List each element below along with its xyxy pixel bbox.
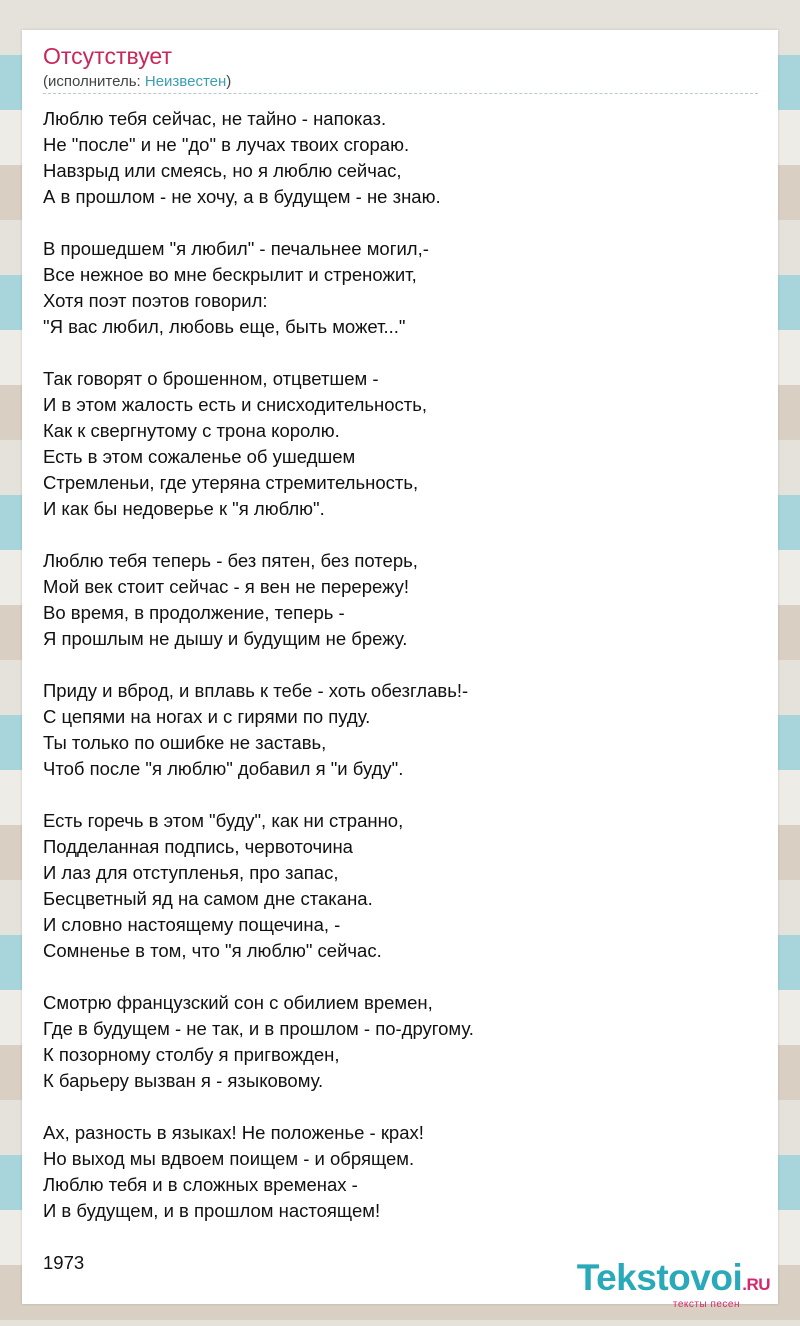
lyrics-line: К барьеру вызван я - языковому. bbox=[43, 1070, 324, 1091]
lyrics-stanza bbox=[43, 548, 474, 652]
song-title: Отсутствует bbox=[43, 43, 172, 69]
lyrics-stanza bbox=[43, 1120, 474, 1224]
lyrics-line: Хотя поэт поэтов говорил: bbox=[43, 290, 268, 311]
lyrics-stanza bbox=[43, 236, 474, 340]
lyrics-line: И в будущем, и в прошлом настоящем! bbox=[43, 1200, 381, 1221]
lyrics-line: Подделанная подпись, червоточина bbox=[43, 836, 353, 857]
lyrics-stanza bbox=[43, 678, 474, 782]
lyrics-line: Есть горечь в этом "буду", как ни странно, bbox=[43, 810, 404, 831]
lyrics-line: Люблю тебя теперь - без пятен, без потерь, bbox=[43, 550, 418, 571]
lyrics-line: С цепями на ногах и с гирями по пуду. bbox=[43, 706, 371, 727]
lyrics-line: Люблю тебя и в сложных временах - bbox=[43, 1174, 358, 1195]
lyrics-line: "Я вас любил, любовь еще, быть может..." bbox=[43, 316, 406, 337]
lyrics-stanza bbox=[43, 366, 474, 522]
lyrics-line: А в прошлом - не хочу, а в будущем - не знаю. bbox=[43, 186, 441, 207]
logo-text: Tekstovoi bbox=[576, 1257, 743, 1298]
lyrics-stanza bbox=[43, 990, 474, 1094]
lyrics-line: Навзрыд или смеясь, но я люблю сейчас, bbox=[43, 160, 402, 181]
lyrics-line: Как к свергнутому с трона королю. bbox=[43, 420, 340, 441]
lyrics-line: Во время, в продолжение, теперь - bbox=[43, 602, 345, 623]
performer-link[interactable]: Неизвестен bbox=[144, 73, 227, 90]
lyrics-line: Есть в этом сожаленье об ушедшем bbox=[43, 446, 356, 467]
lyrics-line: Все нежное во мне бескрылит и стреножит, bbox=[43, 264, 417, 285]
lyrics-line: Мой век стоит сейчас - я вен не перережу! bbox=[43, 576, 410, 597]
lyrics-line: В прошедшем "я любил" - печальнее могил,- bbox=[43, 238, 429, 259]
lyrics-line: Бесцветный яд на самом дне стакана. bbox=[43, 888, 373, 909]
lyrics-line: Смотрю французский сон с обилием времен, bbox=[43, 992, 433, 1013]
lyrics-line: И в этом жалость есть и снисходительность, bbox=[43, 394, 428, 415]
lyrics-line: И как бы недоверье к "я люблю". bbox=[43, 498, 325, 519]
lyrics-line: Чтоб после "я люблю" добавил я "и буду". bbox=[43, 758, 404, 779]
lyrics-line: Люблю тебя сейчас, не тайно - напоказ. bbox=[43, 108, 387, 129]
lyrics-line: Не "после" и не "до" в лучах твоих сгораю. bbox=[43, 134, 410, 155]
header-divider bbox=[43, 93, 758, 94]
lyrics-line: Я прошлым не дышу и будущим не брежу. bbox=[43, 628, 408, 649]
performer-suffix: ) bbox=[226, 73, 232, 90]
lyrics-line: Так говорят о брошенном, отцветшем - bbox=[43, 368, 379, 389]
lyrics-line: К позорному столбу я пригвожден, bbox=[43, 1044, 340, 1065]
lyrics-stanza bbox=[43, 808, 474, 964]
song-year: 1973 bbox=[43, 1252, 85, 1273]
lyrics-line: Стремленьи, где утеряна стремительность, bbox=[43, 472, 419, 493]
lyrics-body bbox=[43, 106, 474, 1250]
site-logo[interactable] bbox=[577, 1258, 770, 1310]
lyrics-line: Где в будущем - не так, и в прошлом - по-другому. bbox=[43, 1018, 474, 1039]
logo-tld: .RU bbox=[742, 1275, 770, 1294]
logo-tagline: тексты песен bbox=[672, 1299, 740, 1310]
lyrics-line: Сомненье в том, что "я люблю" сейчас. bbox=[43, 940, 382, 961]
lyrics-line: И лаз для отступленья, про запас, bbox=[43, 862, 339, 883]
performer-line bbox=[43, 73, 231, 91]
lyrics-stanza bbox=[43, 106, 474, 210]
performer-prefix: (исполнитель: bbox=[43, 73, 145, 90]
lyrics-line: Приду и вброд, и вплавь к тебе - хоть обезглавь!- bbox=[43, 680, 469, 701]
lyrics-line: Ах, разность в языках! Не положенье - крах! bbox=[43, 1122, 424, 1143]
lyrics-card bbox=[22, 30, 778, 1310]
lyrics-line: Но выход мы вдвоем поищем - и обрящем. bbox=[43, 1148, 415, 1169]
lyrics-line: Ты только по ошибке не заставь, bbox=[43, 732, 327, 753]
lyrics-line: И словно настоящему пощечина, - bbox=[43, 914, 341, 935]
